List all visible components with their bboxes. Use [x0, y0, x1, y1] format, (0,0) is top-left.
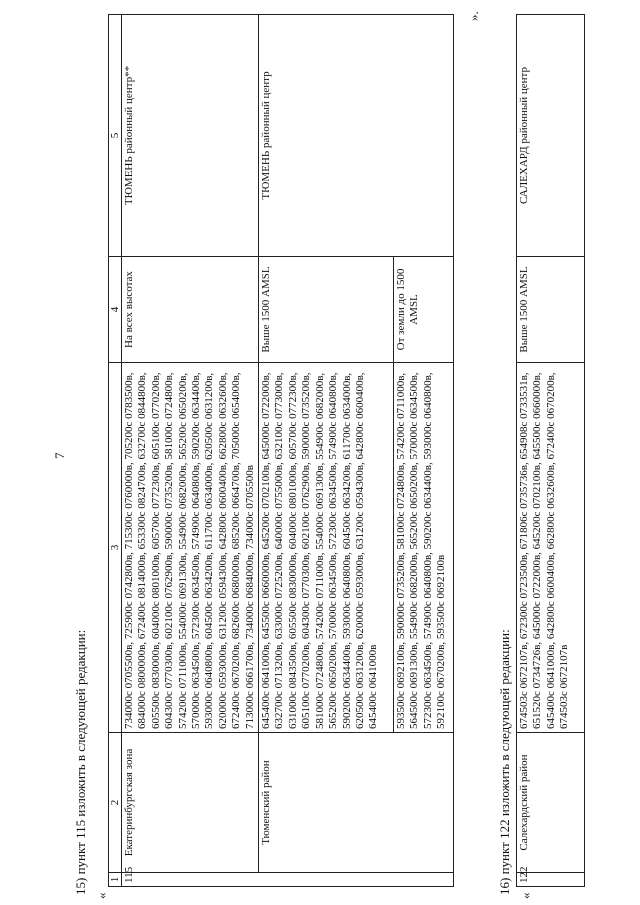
item-15-open-quote: «: [94, 892, 109, 899]
district-center-cell: САЛЕХАРД районный центр: [517, 15, 585, 257]
item-15-table: [108, 14, 454, 887]
district-height-cell-1: Выше 1500 AMSL: [259, 257, 394, 363]
col-header-2: 2: [109, 733, 122, 873]
district-name-cell: Салехардский район: [517, 733, 585, 873]
zone-height-cell: На всех высотах: [122, 257, 259, 363]
table-row: [122, 15, 259, 887]
col-header-1: 1: [109, 873, 122, 887]
zone-name-cell: Екатеринбургская зона: [122, 733, 259, 873]
zone-center-cell: ТЮМЕНЬ районный центр**: [122, 15, 259, 257]
district-coordinates-cell-2: 593500с 0692100в, 590000с 0735200в, 581000с 0724800в, 574200с 0711000в, 564500с 0691300в, 554900с 0682000в, 565200с 0650200в, 570000с 0634500в, 572300с 0634500в, 574900с 0640800в, 590200с 0634400в, 593000с 0640800в, 592100с 0670200в, 593500с 0692100в: [394, 363, 454, 733]
row-number-cell: 115: [122, 873, 454, 887]
district-height-cell-2: От земли до 1500 AMSL: [394, 257, 454, 363]
district-height-cell: Выше 1500 AMSL: [517, 257, 585, 363]
district-coordinates-cell-1: 645400с 0641000в, 645500с 0660000в, 645200с 0702100в, 645000с 0722000в, 632700с 0713200в, 633000с 0725200в, 640000с 0755000в, 632100с 0773000в, 631000с 0843500в, 605500с 0830000в, 604000с 0801000в, 605700с 0772300в, 605100с 0770200в, 604300с 0770300в, 602100с 0762900в, 590000с 0735200в, 581000с 0724800в, 574200с 0711000в, 554000с 0691300в, 554900с 0682000в, 565200с 0650200в, 570000с 0634500в, 572300с 0634500в, 574900с 0640800в, 590200с 0634400в, 593000с 0640800в, 604500с 0634200в, 611700с 0634000в, 620500с 0631200в, 620000с 0593000в, 631200с 0594300в, 642800с 0600400в, 645400с 0641000в: [259, 363, 394, 733]
item-15-heading: 15) пункт 115 изложить в следующей редакции:: [73, 629, 88, 895]
item-15-close-quote: ».: [466, 11, 481, 21]
page-number: 7: [52, 452, 67, 459]
item-16-table: [516, 14, 585, 887]
item-16-heading: 16) пункт 122 изложить в следующей редакции:: [497, 629, 512, 895]
row-number-cell: 122: [517, 873, 585, 887]
district-coordinates-cell: 674503с 0672107в, 672300с 0723500в, 671806с 0735736в, 654908с 0733531в, 651520с 0734726в, 645000с 0722000в, 645200с 0702100в, 645500с 0660000в, 645400с 0641000в, 642800с 0600400в, 662800с 0632600в, 672400с 0670200в, 674503с 0672107в: [517, 363, 585, 733]
table-header-row: [109, 15, 122, 887]
col-header-4: 4: [109, 257, 122, 363]
col-header-3: 3: [109, 363, 122, 733]
table-row: [517, 15, 585, 887]
col-header-5: 5: [109, 15, 122, 257]
district-center-cell: ТЮМЕНЬ районный центр: [259, 15, 454, 257]
item-16-open-quote: «: [518, 892, 533, 899]
district-name-cell: Тюменский район: [259, 733, 454, 873]
table-row: [259, 15, 394, 887]
zone-coordinates-cell: 734000с 0705500в, 725900с 0742800в, 715300с 0760000в, 705200с 0783500в, 684000с 0800000в, 672400с 0814000в, 653300с 0824700в, 632700с 0844800в, 605500с 0830000в, 604000с 0801000в, 605700с 0772300в, 605100с 0770200в, 604300с 0770300в, 602100с 0762900в, 590000с 0735200в, 581000с 0724800в, 574200с 0711000в, 554000с 0691300в, 554900с 0682000в, 565200с 0650200в, 570000с 0634500в, 572300с 0634500в, 574900с 0640800в, 590200с 0634400в, 593000с 0640800в, 604500с 0634200в, 611700с 0634000в, 620500с 0631200в, 620000с 0593000в, 631200с 0594300в, 642800с 0600400в, 662800с 0632600в, 672400с 0670200в, 682600с 0680000в, 685200с 0664700в, 705000с 0654000в, 713000с 0661700в, 734000с 0684000в, 734000с 0705500в: [122, 363, 259, 733]
